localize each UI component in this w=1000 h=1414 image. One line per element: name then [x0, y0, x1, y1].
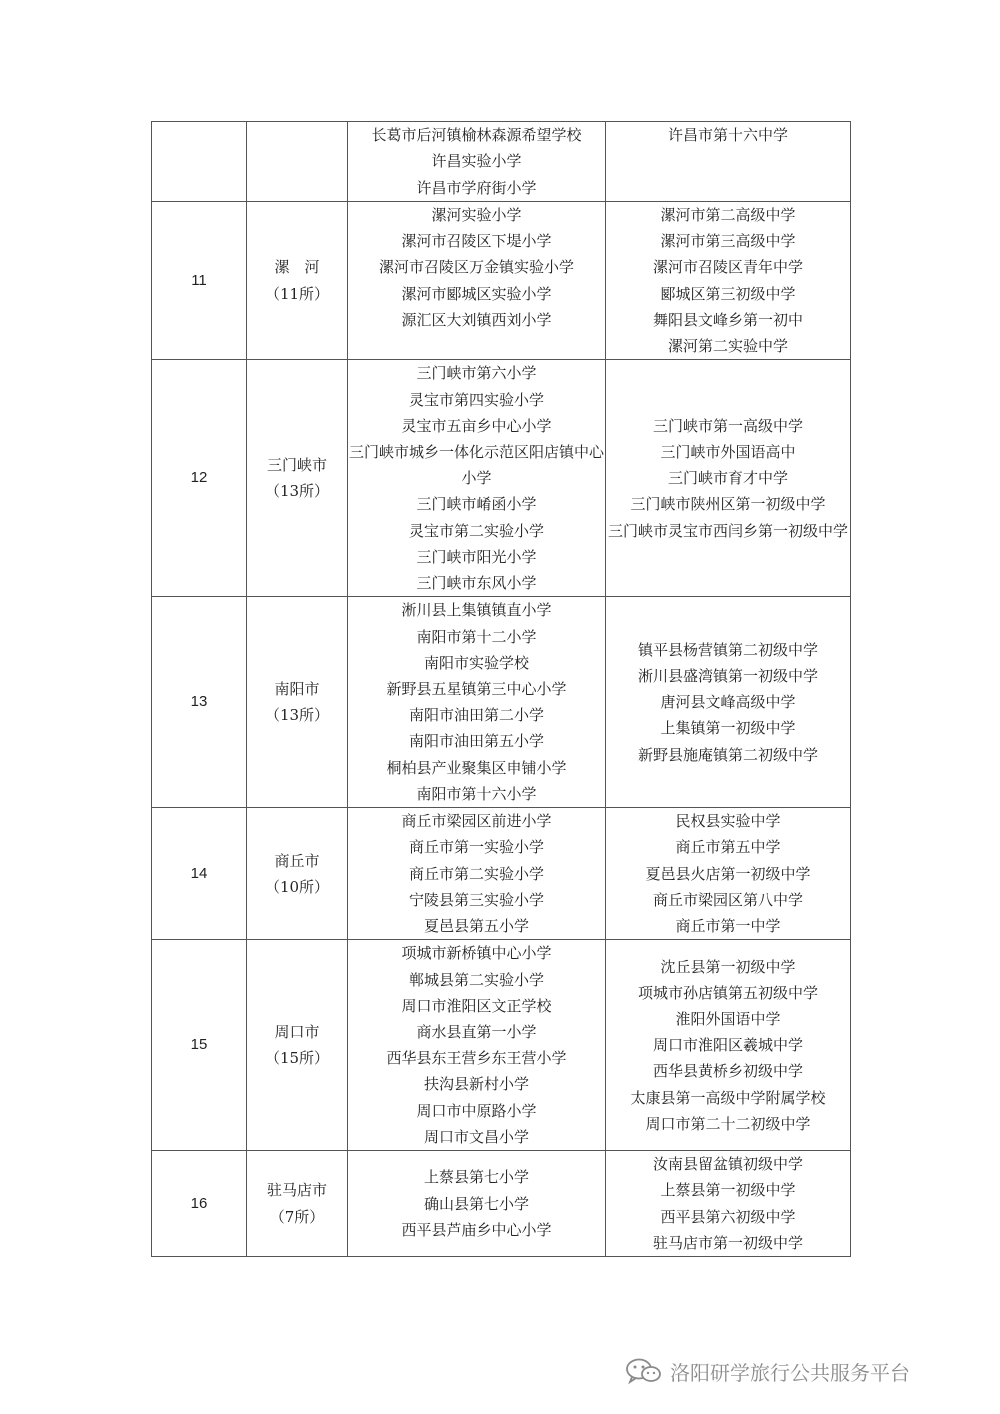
city-cell	[247, 202, 348, 360]
middle-school-name: 商丘市第一中学	[675, 917, 781, 936]
primary-school-name: 源汇区大刘镇西刘小学	[401, 310, 552, 329]
wechat-icon	[624, 1356, 664, 1386]
middle-school-list	[606, 202, 851, 360]
middle-school-name: 三门峡市第一高级中学	[652, 416, 803, 435]
primary-school-name: 淅川县上集镇镇直小学	[401, 601, 552, 620]
primary-school-name: 南阳市第十六小学	[416, 784, 537, 803]
school-count: （10所）	[264, 877, 330, 896]
primary-school-list	[348, 1151, 606, 1257]
middle-school-name: 漯河市召陵区青年中学	[652, 258, 803, 277]
middle-school-name: 太康县第一高级中学附属学校	[630, 1088, 826, 1107]
table-row	[152, 808, 851, 940]
middle-school-name: 项城市孙店镇第五初级中学	[637, 983, 818, 1002]
row-number: 14	[152, 808, 247, 940]
primary-school-name: 上蔡县第七小学	[423, 1168, 529, 1187]
middle-school-name: 上蔡县第一初级中学	[660, 1181, 796, 1200]
primary-school-name: 项城市新桥镇中心小学	[401, 944, 552, 963]
watermark	[624, 1355, 910, 1387]
primary-school-name: 夏邑县第五小学	[423, 917, 529, 936]
primary-school-list	[348, 360, 606, 597]
middle-school-name: 淮阳外国语中学	[675, 1009, 781, 1028]
primary-school-name: 西平县芦庙乡中心小学	[401, 1220, 552, 1239]
primary-school-name: 桐柏县产业聚集区申铺小学	[386, 758, 567, 777]
middle-school-name: 周口市淮阳区羲城中学	[652, 1036, 803, 1055]
school-table-body	[152, 122, 851, 1257]
primary-school-name: 漯河市召陵区万金镇实验小学	[378, 258, 574, 277]
primary-school-name: 西华县东王营乡东王营小学	[386, 1049, 567, 1068]
primary-school-name: 许昌市学府街小学	[416, 178, 537, 197]
middle-school-name: 三门峡市灵宝市西闫乡第一初级中学	[607, 521, 848, 540]
middle-school-name: 三门峡市育才中学	[667, 469, 788, 488]
middle-school-name: 郾城区第三初级中学	[660, 284, 796, 303]
primary-school-name: 商丘市第一实验小学	[408, 838, 544, 857]
middle-school-name: 镇平县杨营镇第二初级中学	[637, 640, 818, 659]
row-number: 13	[152, 597, 247, 808]
table-row	[152, 597, 851, 808]
city-name: 商丘市	[274, 851, 320, 870]
city-cell	[247, 940, 348, 1151]
middle-school-name: 西平县第六初级中学	[660, 1207, 796, 1226]
primary-school-name: 新野县五星镇第三中心小学	[386, 680, 567, 699]
middle-school-name: 新野县施庵镇第二初级中学	[637, 745, 818, 764]
middle-school-list	[606, 1151, 851, 1257]
school-count: （13所）	[264, 706, 330, 725]
middle-school-name: 沈丘县第一初级中学	[660, 957, 796, 976]
table-row	[152, 122, 851, 202]
primary-school-list	[348, 808, 606, 940]
primary-school-name: 漯河实验小学	[431, 206, 522, 224]
middle-school-name: 三门峡市外国语高中	[660, 442, 796, 461]
middle-school-list	[606, 597, 851, 808]
middle-school-name: 漯河第二实验中学	[667, 337, 788, 356]
primary-school-list	[348, 122, 606, 202]
middle-school-name: 夏邑县火店第一初级中学	[645, 864, 811, 883]
row-number: 15	[152, 940, 247, 1151]
middle-school-name: 民权县实验中学	[675, 812, 781, 831]
primary-school-name: 南阳市油田第五小学	[408, 732, 544, 751]
city-name: 周口市	[274, 1023, 320, 1042]
row-number: 16	[152, 1151, 247, 1257]
middle-school-name: 许昌市第十六中学	[667, 126, 788, 144]
city-cell	[247, 597, 348, 808]
primary-school-name: 三门峡市东风小学	[416, 573, 537, 592]
primary-school-name: 郸城县第二实验小学	[408, 970, 544, 989]
table-row	[152, 940, 851, 1151]
table-row	[152, 1151, 851, 1257]
row-number: 12	[152, 360, 247, 597]
middle-school-name: 漯河市第二高级中学	[660, 206, 796, 224]
middle-school-name: 驻马店市第一初级中学	[652, 1233, 803, 1252]
primary-school-name: 三门峡市阳光小学	[416, 547, 537, 566]
table-row	[152, 360, 851, 597]
school-count: （11所）	[264, 284, 330, 303]
middle-school-name: 上集镇第一初级中学	[660, 719, 796, 738]
middle-school-list	[606, 122, 851, 202]
primary-school-list	[348, 597, 606, 808]
school-table	[151, 121, 851, 1257]
primary-school-name: 南阳市实验学校	[423, 653, 529, 672]
city-name: 驻马店市	[266, 1181, 327, 1200]
middle-school-list	[606, 940, 851, 1151]
middle-school-name: 商丘市第五中学	[675, 838, 781, 857]
primary-school-name: 周口市淮阳区文正学校	[401, 996, 552, 1015]
middle-school-name: 舞阳县文峰乡第一初中	[652, 310, 803, 329]
primary-school-name: 商丘市梁园区前进小学	[401, 812, 552, 831]
middle-school-name: 淅川县盛湾镇第一初级中学	[637, 666, 818, 685]
middle-school-name: 漯河市第三高级中学	[660, 232, 796, 251]
middle-school-name: 汝南县留盆镇初级中学	[652, 1155, 803, 1174]
city-name: 南阳市	[274, 680, 320, 699]
city-name: 漯 河	[274, 258, 320, 277]
school-count: （15所）	[264, 1049, 330, 1068]
primary-school-name: 扶沟县新村小学	[423, 1075, 529, 1094]
school-count: （7所）	[269, 1207, 325, 1226]
primary-school-name: 灵宝市第二实验小学	[408, 521, 544, 540]
row-number: 11	[152, 202, 247, 360]
primary-school-list	[348, 202, 606, 360]
middle-school-name: 西华县黄桥乡初级中学	[652, 1062, 803, 1081]
middle-school-name: 三门峡市陕州区第一初级中学	[630, 495, 826, 514]
school-count: （13所）	[264, 482, 330, 501]
primary-school-name: 确山县第七小学	[423, 1194, 529, 1213]
row-number	[152, 122, 247, 202]
primary-school-name: 漯河市郾城区实验小学	[401, 284, 552, 303]
city-cell	[247, 360, 348, 597]
city-cell	[247, 122, 348, 202]
primary-school-name: 商丘市第二实验小学	[408, 864, 544, 883]
primary-school-name: 三门峡市城乡一体化示范区阳店镇中心小学	[348, 442, 604, 488]
table-row	[152, 202, 851, 360]
middle-school-name: 周口市第二十二初级中学	[645, 1114, 811, 1133]
primary-school-name: 长葛市后河镇榆林森源希望学校	[371, 126, 582, 145]
primary-school-name: 南阳市第十二小学	[416, 627, 537, 646]
city-cell	[247, 1151, 348, 1257]
city-cell	[247, 808, 348, 940]
primary-school-name: 商水县直第一小学	[416, 1023, 537, 1042]
primary-school-name: 许昌实验小学	[431, 152, 522, 171]
primary-school-name: 三门峡市崤函小学	[416, 495, 537, 514]
middle-school-list	[606, 360, 851, 597]
primary-school-name: 周口市文昌小学	[423, 1127, 529, 1146]
primary-school-name: 宁陵县第三实验小学	[408, 890, 544, 909]
city-name: 三门峡市	[266, 456, 327, 475]
primary-school-name: 周口市中原路小学	[416, 1101, 537, 1120]
primary-school-list	[348, 940, 606, 1151]
primary-school-name: 漯河市召陵区下堤小学	[401, 232, 552, 251]
middle-school-name: 唐河县文峰高级中学	[660, 693, 796, 712]
primary-school-name: 南阳市油田第二小学	[408, 706, 544, 725]
primary-school-name: 三门峡市第六小学	[416, 364, 537, 383]
primary-school-name: 灵宝市第四实验小学	[408, 390, 544, 409]
watermark-text: 洛阳研学旅行公共服务平台	[670, 1360, 910, 1385]
middle-school-list	[606, 808, 851, 940]
middle-school-name: 商丘市梁园区第八中学	[652, 890, 803, 909]
primary-school-name: 灵宝市五亩乡中心小学	[401, 416, 552, 435]
